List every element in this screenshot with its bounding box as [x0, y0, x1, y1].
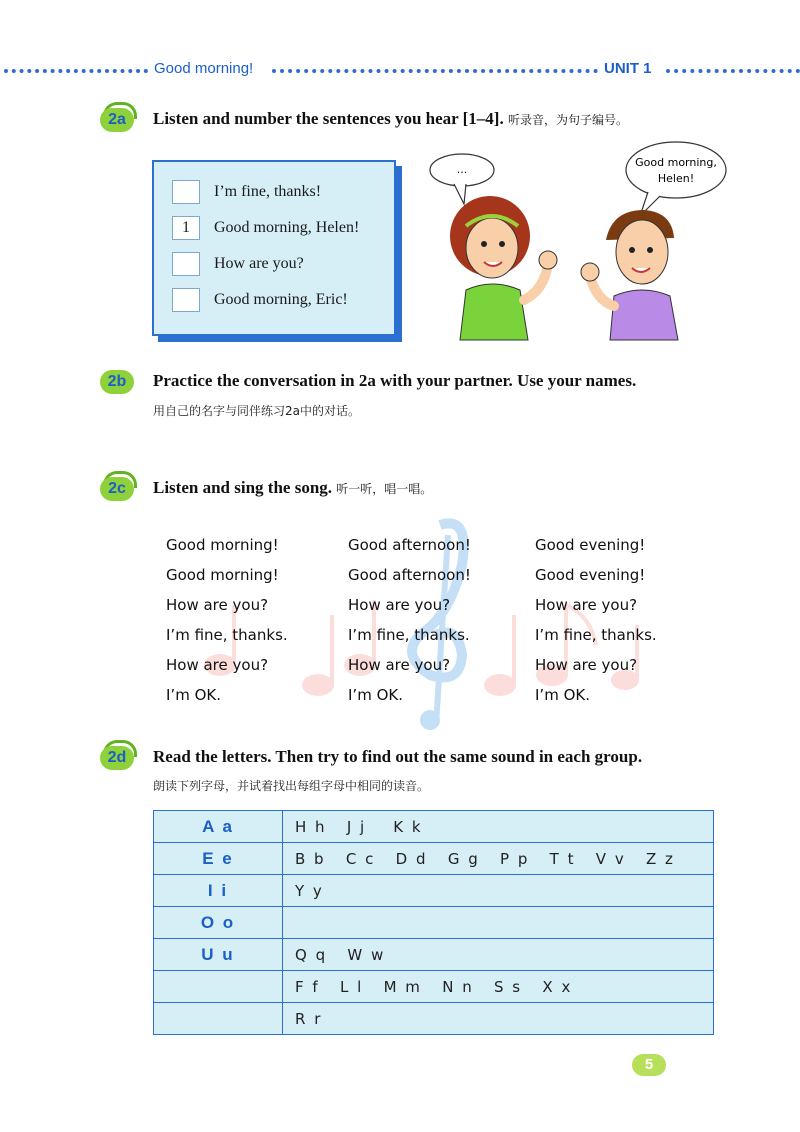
song-line: How are you?: [348, 596, 451, 614]
table-row: [154, 811, 714, 843]
vowel-cell: I i: [154, 875, 283, 907]
instruction-2a: [153, 109, 628, 129]
sentence-text: I’m fine, thanks!: [214, 183, 322, 200]
song-line: I’m OK.: [166, 686, 221, 704]
song-line: I’m fine, thanks.: [166, 626, 288, 644]
svg-text:...: ...: [456, 163, 468, 176]
speech-bubble-right: [626, 142, 726, 216]
number-input[interactable]: [172, 288, 200, 312]
page-number: 5: [632, 1054, 666, 1076]
instruction-2b-zh: 用自己的名字与同伴练习2a中的对话。: [153, 404, 360, 418]
song-line: I’m fine, thanks.: [535, 626, 657, 644]
instruction-2c-zh: 听一听，唱一唱。: [336, 482, 433, 496]
song-column-evening: [535, 530, 657, 710]
letters-cell: B b C c D d G g P p T t V v Z z: [283, 843, 714, 875]
section-badge-2a: 2a: [100, 108, 134, 132]
song-line: How are you?: [348, 656, 451, 674]
letters-table: [153, 810, 714, 1035]
instruction-2c: [153, 478, 432, 498]
table-row: [154, 907, 714, 939]
girl-figure: [450, 196, 557, 340]
vowel-cell[interactable]: [154, 1003, 283, 1035]
table-row: [154, 875, 714, 907]
svg-text:Helen!: Helen!: [657, 172, 695, 185]
song-column-morning: [166, 530, 288, 710]
song-line: I’m OK.: [348, 686, 403, 704]
sentence-row: [172, 288, 348, 312]
table-row: [154, 843, 714, 875]
song-line: How are you?: [166, 656, 269, 674]
song-line: I’m OK.: [535, 686, 590, 704]
header-lesson-title: Good morning!: [154, 60, 254, 77]
song-line: Good morning!: [166, 536, 279, 554]
header-dots-middle: [272, 69, 598, 73]
song-line: Good evening!: [535, 536, 646, 554]
sentence-row: [172, 252, 304, 276]
boy-figure: [581, 210, 678, 340]
vowel-cell: E e: [154, 843, 283, 875]
svg-text:Good morning,: Good morning,: [635, 156, 717, 169]
section-badge-2d: 2d: [100, 746, 134, 770]
song-line: How are you?: [535, 596, 638, 614]
sentence-text: Good morning, Eric!: [214, 291, 348, 308]
song-line: Good evening!: [535, 566, 646, 584]
song-line: How are you?: [535, 656, 638, 674]
song-line: Good afternoon!: [348, 566, 471, 584]
instruction-2a-zh: 听录音，为句子编号。: [507, 113, 628, 127]
vowel-cell: U u: [154, 939, 283, 971]
letters-cell: Y y: [283, 875, 714, 907]
instruction-2d-zh: 朗读下列字母，并试着找出每组字母中相同的读音。: [153, 779, 430, 793]
letters-cell: R r: [283, 1003, 714, 1035]
table-row: [154, 939, 714, 971]
vowel-cell: A a: [154, 811, 283, 843]
instruction-2a-en: Listen and number the sentences you hear [1–4].: [153, 109, 504, 128]
sentence-box-2a: [152, 160, 396, 336]
vowel-cell: O o: [154, 907, 283, 939]
section-badge-2c: 2c: [100, 477, 134, 501]
song-line: I’m fine, thanks.: [348, 626, 470, 644]
letters-cell: Q q W w: [283, 939, 714, 971]
header-dots-left: [4, 69, 148, 73]
letters-cell[interactable]: [283, 907, 714, 939]
letters-cell: F f L l M m N n S s X x: [283, 971, 714, 1003]
table-row: [154, 971, 714, 1003]
sentence-text: Good morning, Helen!: [214, 219, 360, 236]
letters-cell: H h J j K k: [283, 811, 714, 843]
conversation-illustration: [420, 140, 760, 350]
song-line: How are you?: [166, 596, 269, 614]
page-header: [0, 58, 800, 82]
header-unit-label: UNIT 1: [604, 60, 652, 77]
sentence-row: [172, 180, 321, 204]
vowel-cell[interactable]: [154, 971, 283, 1003]
number-input[interactable]: [172, 180, 200, 204]
number-input[interactable]: 1: [172, 216, 200, 240]
song-column-afternoon: [348, 530, 471, 710]
table-row: [154, 1003, 714, 1035]
instruction-2c-en: Listen and sing the song.: [153, 478, 333, 497]
song-line: Good morning!: [166, 566, 279, 584]
number-input[interactable]: [172, 252, 200, 276]
header-dots-right: [666, 69, 800, 73]
instruction-2b: Practice the conversation in 2a with your partner. Use your names.: [153, 371, 637, 390]
section-badge-2b: 2b: [100, 370, 134, 394]
instruction-2d: Read the letters. Then try to find out the same sound in each group.: [153, 747, 643, 766]
sentence-text: How are you?: [214, 255, 304, 272]
sentence-row: [172, 216, 359, 240]
song-line: Good afternoon!: [348, 536, 471, 554]
